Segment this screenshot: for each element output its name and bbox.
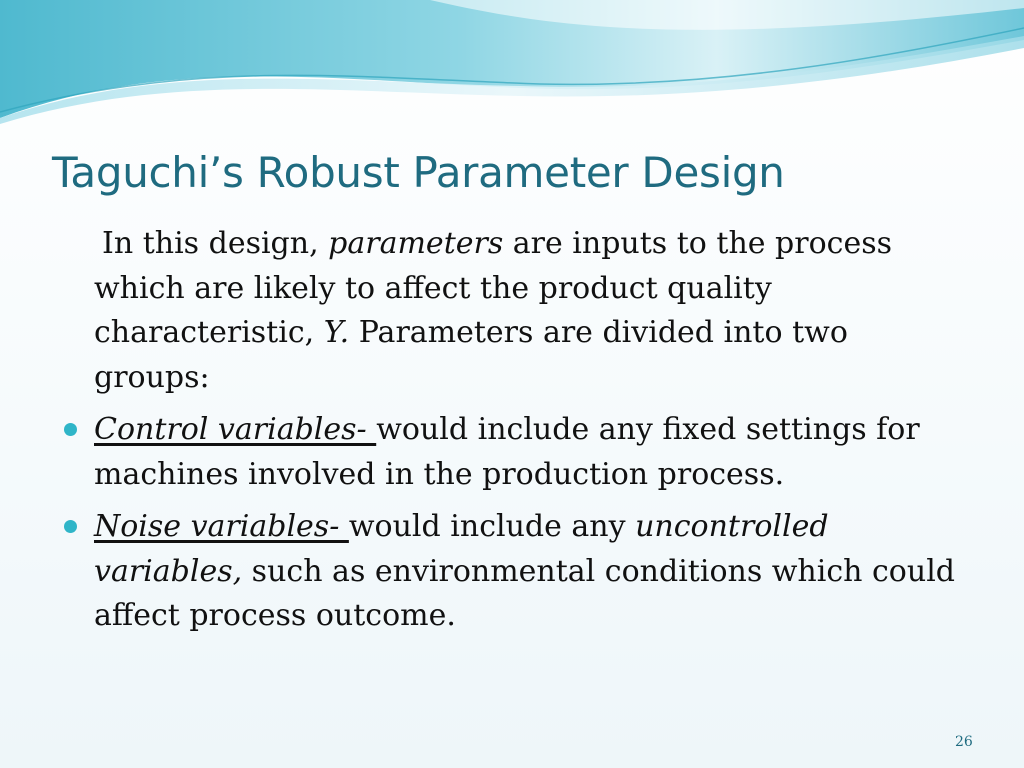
bullet-text: would include any — [348, 509, 636, 544]
page-number: 26 — [955, 734, 973, 750]
bullet-icon — [64, 520, 77, 533]
bullet-text: would include any fixed settings for machines involved in the production process. — [94, 412, 920, 492]
intro-symbol: Y. — [323, 315, 350, 350]
bullet-term: Control variables- — [94, 412, 377, 447]
intro-paragraph — [94, 222, 960, 400]
intro-text-post: Parameters are divided into two groups: — [94, 315, 848, 395]
header-wave-decoration — [0, 0, 1024, 130]
bullet-italic-text: uncontrolled variables, — [94, 509, 829, 589]
bullet-icon — [64, 423, 77, 436]
slide-title: Taguchi’s Robust Parameter Design — [52, 148, 785, 197]
bullet-text-continued: such as environmental conditions which could affect process outcome. — [94, 553, 955, 633]
intro-text-mid: are inputs to the process which are likely to affect the product quality characteristic, — [94, 226, 893, 350]
slide-body — [60, 222, 960, 647]
bullet-item-noise-variables — [60, 505, 960, 639]
intro-term: parameters — [328, 226, 504, 261]
bullet-term: Noise variables- — [94, 509, 349, 544]
intro-text-pre: In this design, — [102, 226, 329, 261]
bullet-item-control-variables — [60, 408, 960, 497]
